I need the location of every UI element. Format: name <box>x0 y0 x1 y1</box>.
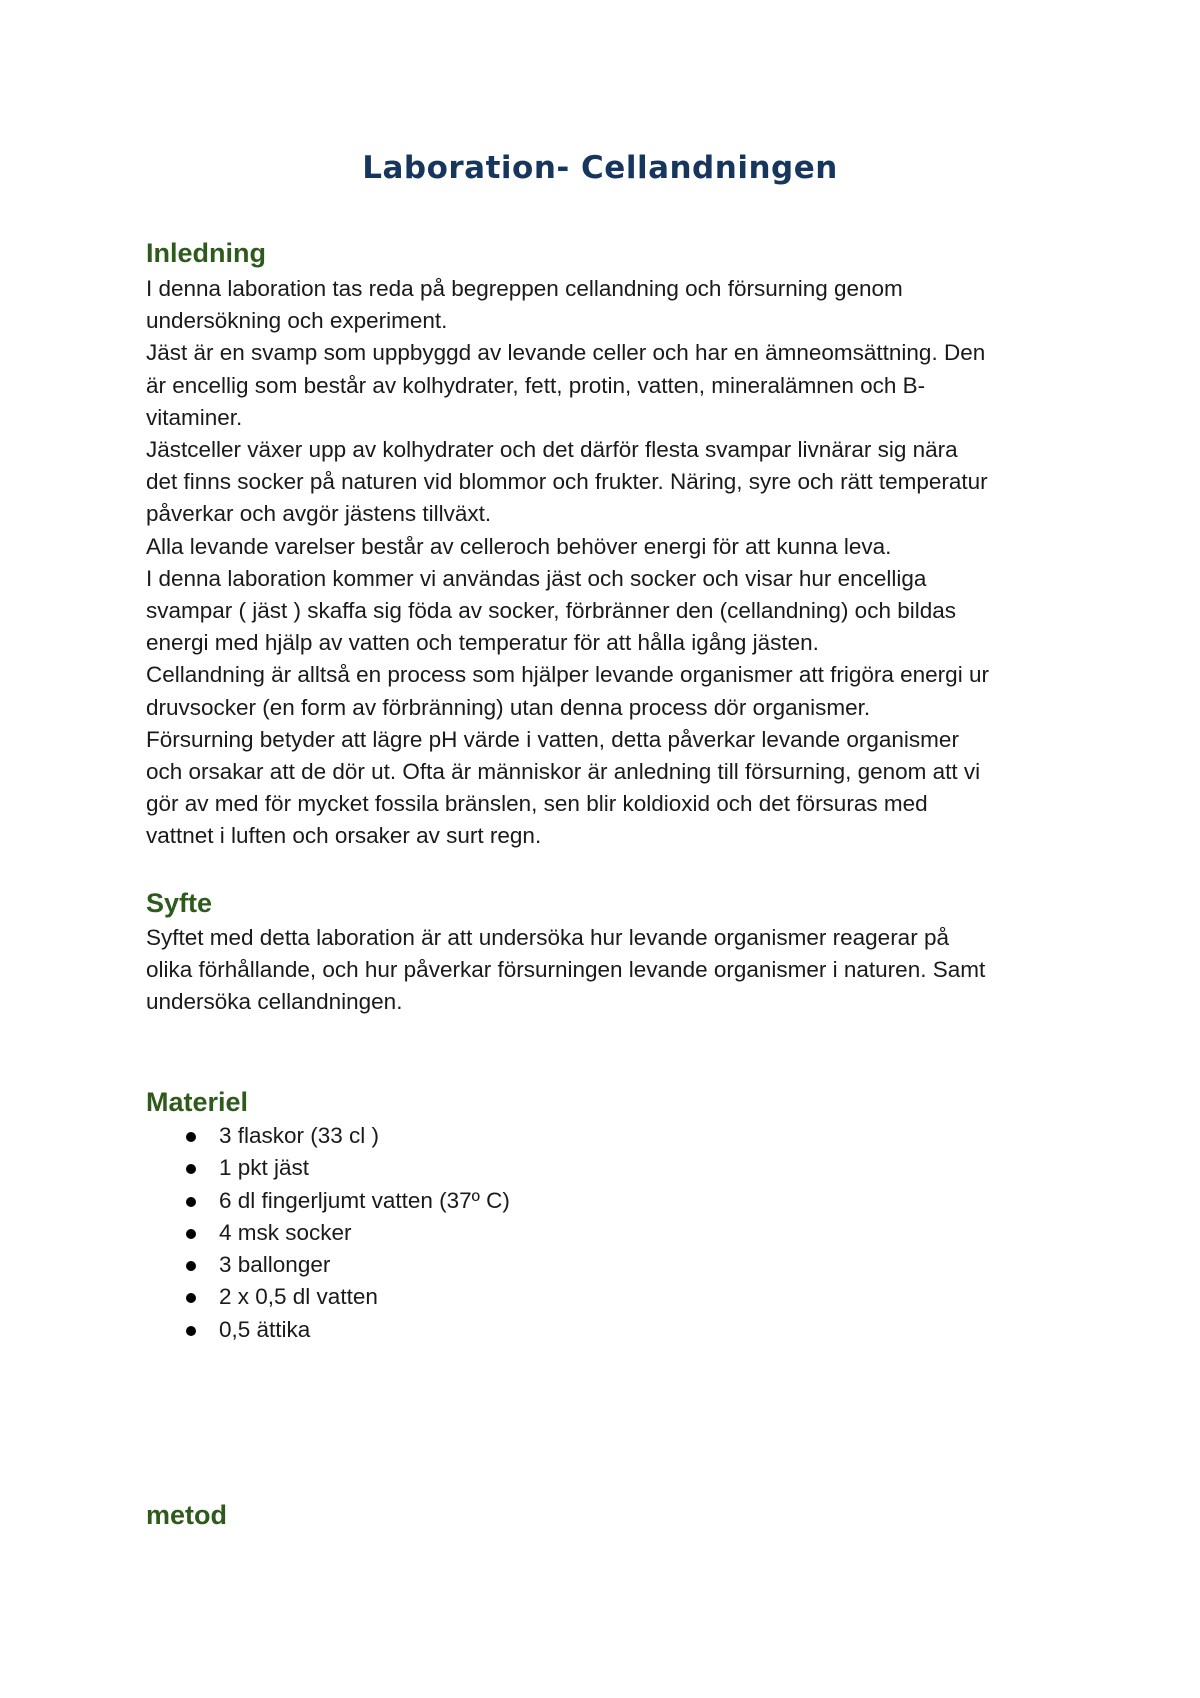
materiel-list-wrap <box>146 1120 1086 1346</box>
list-item <box>146 1120 1086 1152</box>
list-item <box>146 1249 1086 1281</box>
list-item <box>146 1281 1086 1313</box>
text-line: Jästceller växer upp av kolhydrater och det därför flesta svampar livnärar sig nära <box>146 437 958 463</box>
bullet-icon <box>186 1293 196 1303</box>
list-item-text: 6 dl fingerljumt vatten (37º C) <box>219 1187 510 1213</box>
list-item-text: 0,5 ättika <box>219 1316 311 1342</box>
text-line: Cellandning är alltså en process som hjälper levande organismer att frigöra energi ur <box>146 662 989 688</box>
syfte-body <box>146 922 1086 1019</box>
section-metod <box>146 1498 1086 1532</box>
text-line: vitaminer. <box>146 404 243 430</box>
list-item <box>146 1314 1086 1346</box>
text-line: Försurning betyder att lägre pH värde i vatten, detta påverkar levande organismer <box>146 726 959 752</box>
text-line: påverkar och avgör jästens tillväxt. <box>146 501 492 527</box>
heading-materiel: Materiel <box>146 1087 249 1117</box>
section-materiel <box>146 1085 1086 1119</box>
text-line: Syftet med detta laboration är att undersöka hur levande organismer reagerar på <box>146 925 949 950</box>
text-line: I denna laboration tas reda på begreppen cellandning och försurning genom <box>146 276 903 301</box>
heading-syfte: Syfte <box>146 888 213 918</box>
list-item-text: 1 pkt jäst <box>219 1155 310 1181</box>
text-line: olika förhållande, och hur påverkar försurningen levande organismer i naturen. Samt <box>146 957 986 983</box>
text-line: Jäst är en svamp som uppbyggd av levande celler och har en ämneomsättning. Den <box>146 340 986 366</box>
materiel-list <box>146 1120 1086 1346</box>
list-item-text: 3 flaskor (33 cl ) <box>219 1123 380 1148</box>
list-item <box>146 1185 1086 1217</box>
list-item-text: 3 ballonger <box>219 1252 331 1278</box>
text-line: vattnet i luften och orsaker av surt regn. <box>146 823 542 849</box>
bullet-icon <box>186 1132 196 1142</box>
inledning-body <box>146 273 1086 853</box>
text-line: det finns socker på naturen vid blommor och frukter. Näring, syre och rätt temperatur <box>146 469 988 495</box>
text-line: gör av med för mycket fossila bränslen, sen blir koldioxid och det försuras med <box>146 791 928 817</box>
bullet-icon <box>186 1229 196 1239</box>
text-line: I denna laboration kommer vi användas jäst och socker och visar hur encelliga <box>146 565 927 591</box>
text-line: undersökning och experiment. <box>146 308 448 334</box>
text-line: svampar ( jäst ) skaffa sig föda av socker, förbränner den (cellandning) och bildas <box>146 598 956 624</box>
text-line: Alla levande varelser består av celleroch behöver energi för att kunna leva. <box>146 533 892 559</box>
bullet-icon <box>186 1197 196 1207</box>
section-inledning <box>146 236 1086 270</box>
list-item <box>146 1152 1086 1184</box>
text-line: och orsakar att de dör ut. Ofta är människor är anledning till försurning, genom att vi <box>146 759 981 785</box>
list-item <box>146 1217 1086 1249</box>
bullet-icon <box>186 1164 196 1174</box>
list-item-text: 2 x 0,5 dl vatten <box>219 1284 378 1310</box>
page-title: Laboration- Cellandningen <box>362 150 838 186</box>
bullet-icon <box>186 1326 196 1336</box>
text-line: energi med hjälp av vatten och temperatur för att hålla igång jästen. <box>146 630 819 656</box>
bullet-icon <box>186 1261 196 1271</box>
text-line: undersöka cellandningen. <box>146 989 403 1015</box>
heading-metod: metod <box>146 1500 227 1530</box>
heading-inledning: Inledning <box>146 238 266 268</box>
text-line: är encellig som består av kolhydrater, fett, protin, vatten, mineralämnen och B- <box>146 372 926 398</box>
section-syfte <box>146 886 1086 920</box>
text-line: druvsocker (en form av förbränning) utan denna process dör organismer. <box>146 694 871 720</box>
list-item-text: 4 msk socker <box>219 1219 352 1245</box>
